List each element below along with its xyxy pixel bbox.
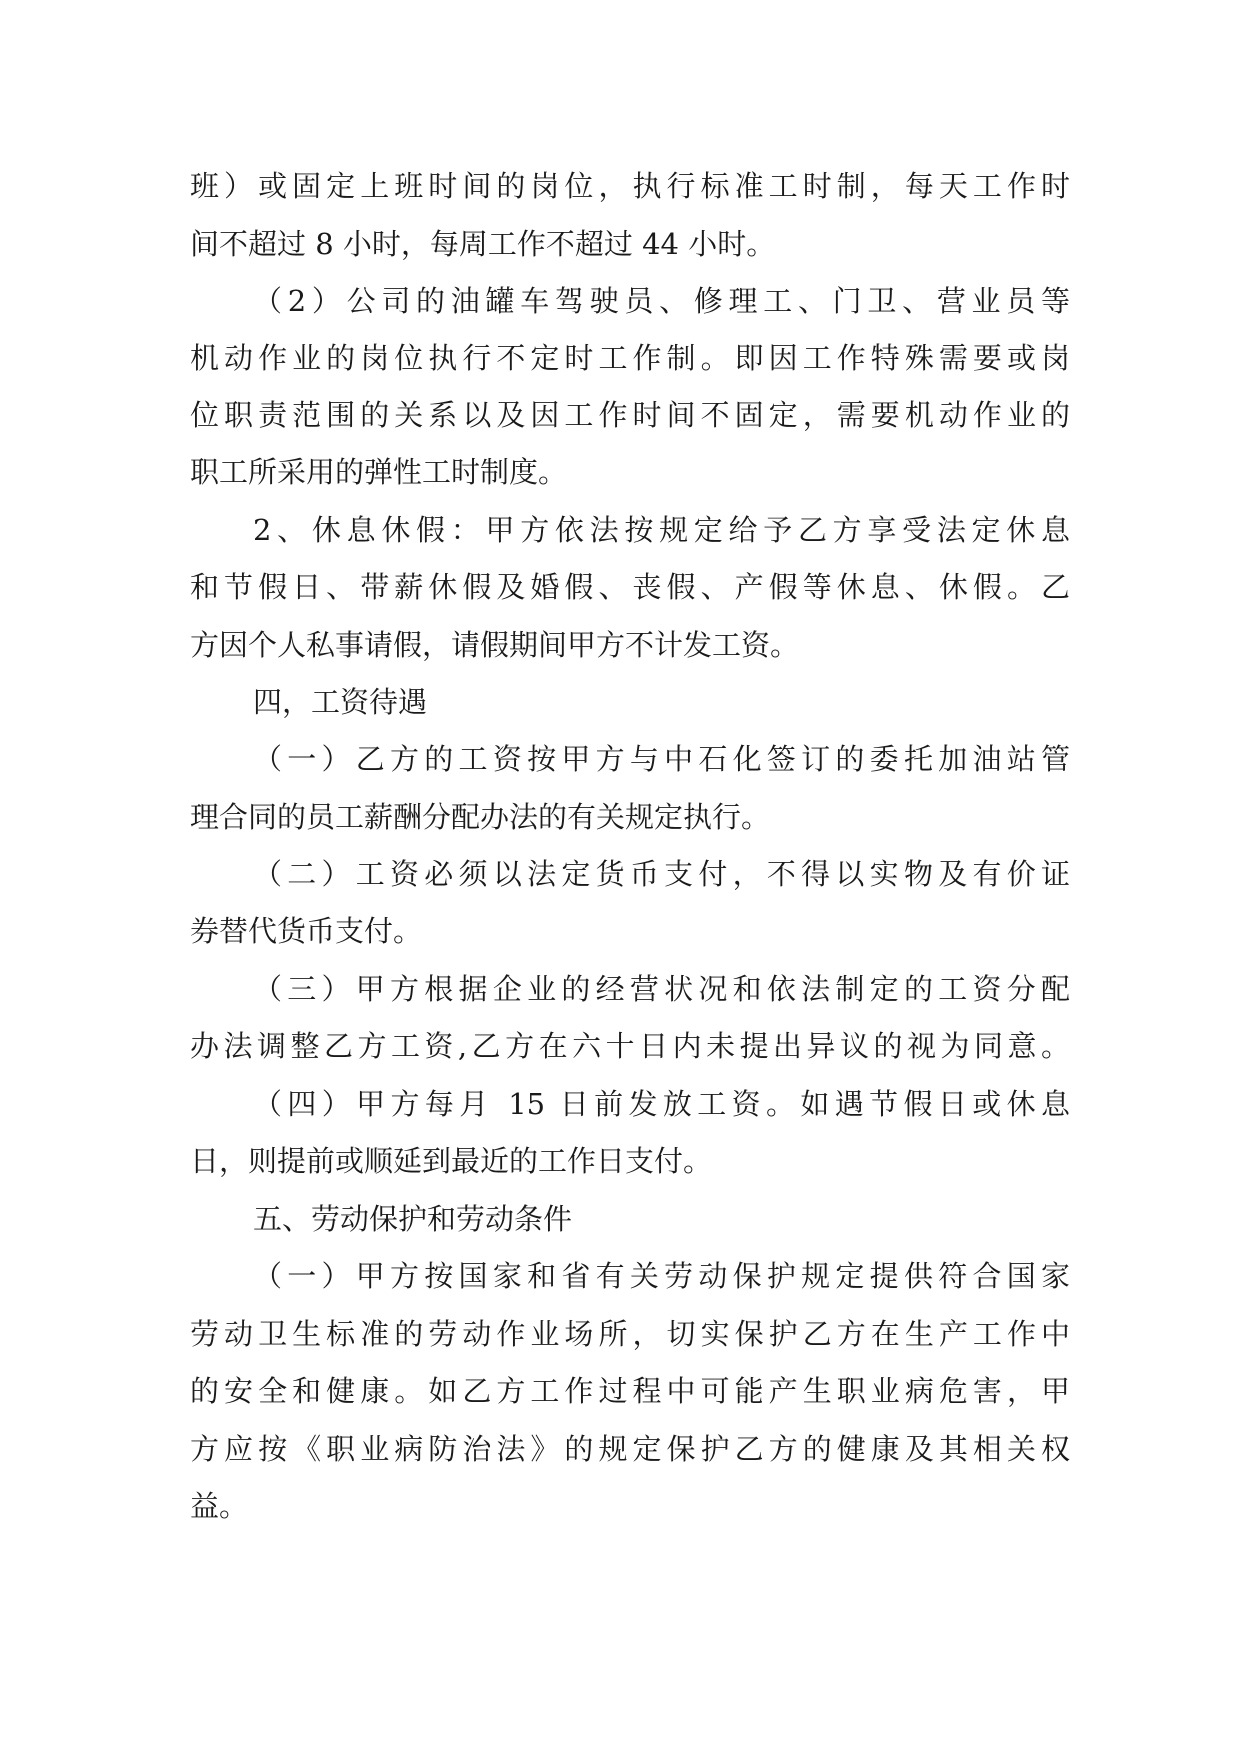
text-line-9: 方因个人私事请假，请假期间甲方不计发工资。 <box>190 628 800 662</box>
text-line-21: 劳动卫生标准的劳动作业场所，切实保护乙方在生产工作中 <box>190 1317 1070 1351</box>
text-line-16: 办法调整乙方工资,乙方在六十日内未提出异议的视为同意。 <box>190 1029 1070 1063</box>
text-line-15: （三）甲方根据企业的经营状况和依法制定的工资分配 <box>253 972 1070 1006</box>
text-line-2: 间不超过 8 小时，每周工作不超过 44 小时。 <box>190 227 776 261</box>
text-line-20: （一）甲方按国家和省有关劳动保护规定提供符合国家 <box>253 1259 1070 1293</box>
text-line-13: （二）工资必须以法定货币支付，不得以实物及有价证 <box>253 857 1070 891</box>
text-line-1: 班）或固定上班时间的岗位，执行标准工时制，每天工作时 <box>190 169 1070 203</box>
text-line-23: 方应按《职业病防治法》的规定保护乙方的健康及其相关权 <box>190 1432 1070 1466</box>
text-line-7: 2、休息休假：甲方依法按规定给予乙方享受法定休息 <box>253 513 1070 547</box>
text-line-24: 益。 <box>190 1489 249 1523</box>
text-line-14: 券替代货币支付。 <box>190 914 423 948</box>
text-line-8: 和节假日、带薪休假及婚假、丧假、产假等休息、休假。乙 <box>190 570 1070 604</box>
text-line-12: 理合同的员工薪酬分配办法的有关规定执行。 <box>190 800 771 834</box>
section-heading-labor-protection: 五、劳动保护和劳动条件 <box>253 1202 573 1236</box>
text-line-17: （四）甲方每月 15 日前发放工资。如遇节假日或休息 <box>253 1087 1070 1121</box>
text-line-22: 的安全和健康。如乙方工作过程中可能产生职业病危害，甲 <box>190 1374 1070 1408</box>
text-line-6: 职工所采用的弹性工时制度。 <box>190 455 568 489</box>
text-line-11: （一）乙方的工资按甲方与中石化签订的委托加油站管 <box>253 742 1070 776</box>
text-line-18: 日，则提前或顺延到最近的工作日支付。 <box>190 1144 713 1178</box>
text-line-3: （2）公司的油罐车驾驶员、修理工、门卫、营业员等 <box>253 284 1070 318</box>
text-line-5: 位职责范围的关系以及因工作时间不固定，需要机动作业的 <box>190 398 1070 432</box>
section-heading-wages: 四，工资待遇 <box>253 685 428 719</box>
text-line-4: 机动作业的岗位执行不定时工作制。即因工作特殊需要或岗 <box>190 341 1070 375</box>
